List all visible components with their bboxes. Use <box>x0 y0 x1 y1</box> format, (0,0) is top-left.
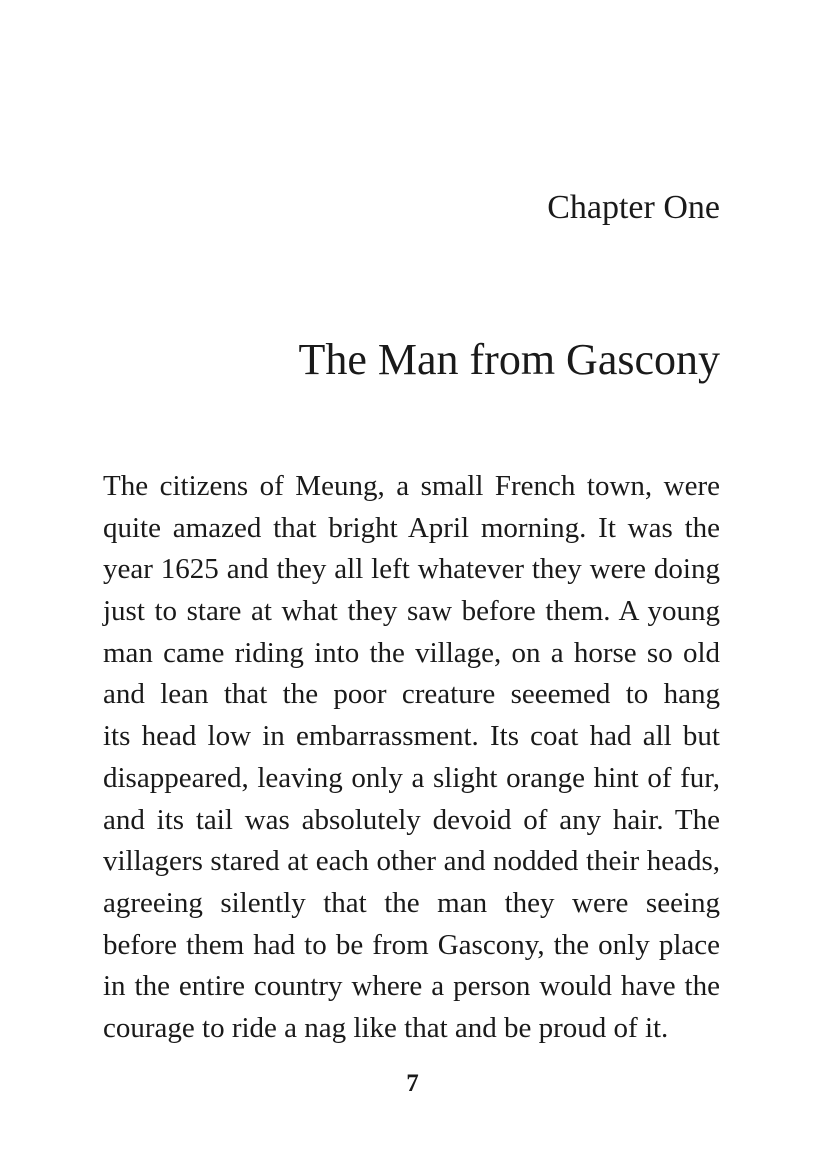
body-line: year 1625 and they all left whatever they were doing <box>103 553 720 586</box>
body-line: its head low in embarrassment. Its coat had all but <box>103 720 720 753</box>
chapter-label: Chapter One <box>547 189 720 226</box>
body-line: disappeared, leaving only a slight orange hint of fur, <box>103 761 720 794</box>
body-paragraph <box>103 466 720 1050</box>
body-line: quite amazed that bright April morning. It was the <box>103 511 720 544</box>
body-line: before them had to be from Gascony, the only place <box>103 928 720 961</box>
body-line: in the entire country where a person would have the <box>103 970 720 1003</box>
body-line: and lean that the poor creature seeemed to hang <box>103 678 720 711</box>
body-line: just to stare at what they saw before them. A young <box>103 595 720 628</box>
chapter-title: The Man from Gascony <box>298 335 720 384</box>
body-line: villagers stared at each other and nodded their heads, <box>103 845 720 878</box>
body-line: and its tail was absolutely devoid of any hair. The <box>103 803 720 836</box>
page-number: 7 <box>406 1070 419 1097</box>
body-line: man came riding into the village, on a horse so old <box>103 636 720 669</box>
body-line: courage to ride a nag like that and be proud of it. <box>103 1011 669 1044</box>
body-line: The citizens of Meung, a small French town, were <box>103 470 720 502</box>
body-line: agreeing silently that the man they were seeing <box>103 886 720 919</box>
